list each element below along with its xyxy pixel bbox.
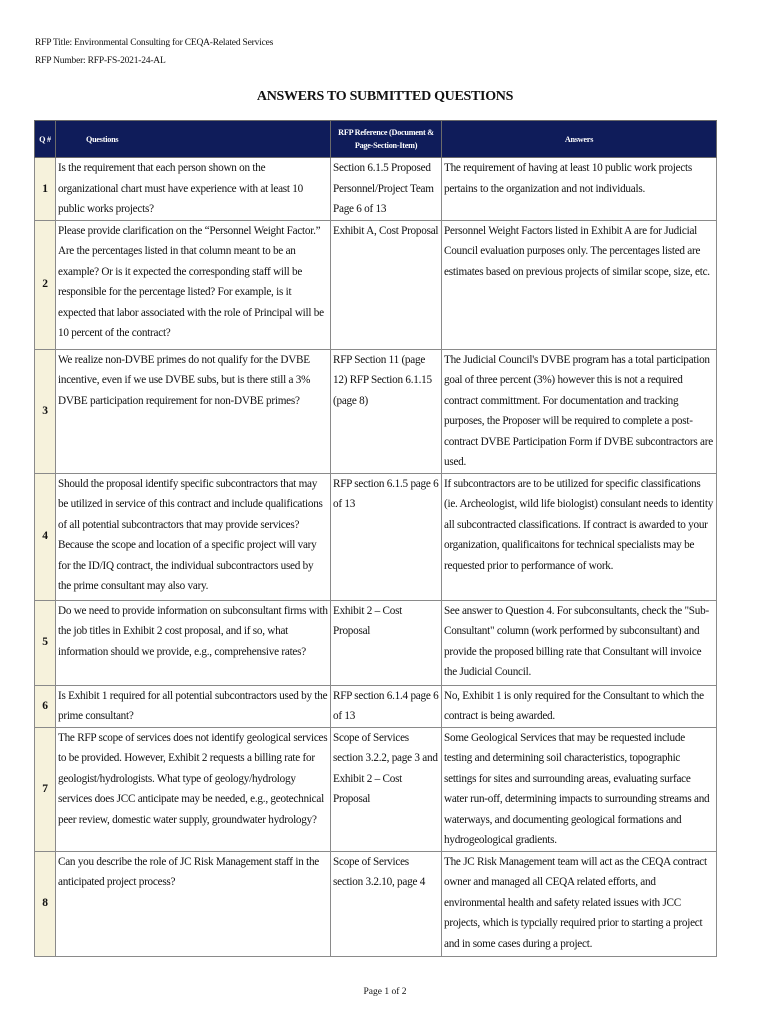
question-text: The RFP scope of services does not identify geological services to be provided. However, Exhibit 2 requests a billing rate for geologist/hydrologists. What type of geology/hydrology services does JCC anticipate may be needed, e.g., geotechnical peer review, domestic water supply, groundwater hydrology? bbox=[56, 727, 331, 851]
question-text: Can you describe the role of JC Risk Management staff in the anticipated project process? bbox=[56, 851, 331, 956]
answer-text: The Judicial Council's DVBE program has a total participation goal of three percent (3%) however this is not a required contract committment. For documentation and tracking purposes, the Proposer will be required to complete a post-contract DVBE Participation Form if DVBE subcontractors are used. bbox=[442, 349, 717, 473]
rfp-title: RFP Title: Environmental Consulting for CEQA-Related Services bbox=[35, 38, 274, 48]
answer-text: Personnel Weight Factors listed in Exhibit A are for Judicial Council evaluation purposes only. The percentages listed are estimates based on previous projects of similar scope, size, etc. bbox=[442, 220, 717, 349]
table-row bbox=[35, 220, 717, 349]
question-text: Is Exhibit 1 required for all potential subcontractors used by the prime consultant? bbox=[56, 685, 331, 727]
question-number: 3 bbox=[35, 349, 56, 473]
reference-text: Scope of Services section 3.2.10, page 4 bbox=[331, 851, 442, 956]
question-text: We realize non-DVBE primes do not qualify for the DVBE incentive, even if we use DVBE subs, but is there still a 3% DVBE participation requirement for non-DVBE primes? bbox=[56, 349, 331, 473]
column-header-number: Q # bbox=[35, 121, 56, 158]
reference-text: RFP Section 11 (page 12) RFP Section 6.1.15 (page 8) bbox=[331, 349, 442, 473]
table-row bbox=[35, 851, 717, 956]
rfp-number: RFP Number: RFP-FS-2021-24-AL bbox=[35, 56, 166, 66]
question-number: 6 bbox=[35, 685, 56, 727]
table-header-row bbox=[35, 121, 717, 158]
question-number: 2 bbox=[35, 220, 56, 349]
column-header-reference: RFP Reference (Document & Page-Section-Item) bbox=[331, 121, 442, 158]
table-row bbox=[35, 349, 717, 473]
page-number: Page 1 of 2 bbox=[363, 987, 407, 997]
question-number: 5 bbox=[35, 600, 56, 685]
table-row bbox=[35, 600, 717, 685]
reference-text: Exhibit A, Cost Proposal bbox=[331, 220, 442, 349]
page-title: ANSWERS TO SUBMITTED QUESTIONS bbox=[256, 89, 514, 104]
answer-text: Some Geological Services that may be requested include testing and determining soil characteristics, topographic settings for sites and surrounding areas, evaluating surface water run-off, determining impacts to surrounding streams and waterways, and documenting geological formations and hydrogeological gradients. bbox=[442, 727, 717, 851]
table-row bbox=[35, 727, 717, 851]
answer-text: No, Exhibit 1 is only required for the Consultant to which the contract is being awarded. bbox=[442, 685, 717, 727]
column-header-answers: Answers bbox=[442, 121, 717, 158]
reference-text: Scope of Services section 3.2.2, page 3 and Exhibit 2 – Cost Proposal bbox=[331, 727, 442, 851]
question-number: 4 bbox=[35, 473, 56, 600]
reference-text: RFP section 6.1.5 page 6 of 13 bbox=[331, 473, 442, 600]
question-number: 7 bbox=[35, 727, 56, 851]
table-row bbox=[35, 685, 717, 727]
answer-text: The requirement of having at least 10 public work projects pertains to the organization and not individuals. bbox=[442, 158, 717, 221]
question-number: 1 bbox=[35, 158, 56, 221]
answer-text: The JC Risk Management team will act as the CEQA contract owner and managed all CEQA related efforts, and environmental health and safety related issues with JCC projects, which is typcially required prior to starting a project and in some cases during a project. bbox=[442, 851, 717, 956]
reference-text: Exhibit 2 – Cost Proposal bbox=[331, 600, 442, 685]
table-row bbox=[35, 473, 717, 600]
reference-text: Section 6.1.5 Proposed Personnel/Project Team Page 6 of 13 bbox=[331, 158, 442, 221]
column-header-questions: Questions bbox=[56, 121, 331, 158]
reference-text: RFP section 6.1.4 page 6 of 13 bbox=[331, 685, 442, 727]
question-text: Do we need to provide information on subconsultant firms with the job titles in Exhibit 2 cost proposal, and if so, what information should we provide, e.g., comprehensive rates? bbox=[56, 600, 331, 685]
question-text: Should the proposal identify specific subcontractors that may be utilized in service of this contract and include qualifications of all potential subcontractors that may provide services? Because the scope and location of a specific project will vary for the ID/IQ contract, the individual subcontractors used by the prime consultant may also vary. bbox=[56, 473, 331, 600]
questions-table bbox=[34, 120, 717, 957]
answer-text: See answer to Question 4. For subconsultants, check the "Sub-Consultant" column (work performed by subconsultant) and provide the proposed billing rate that Consultant will invoice the Judicial Council. bbox=[442, 600, 717, 685]
question-number: 8 bbox=[35, 851, 56, 956]
table-row bbox=[35, 158, 717, 221]
question-text: Please provide clarification on the “Personnel Weight Factor.” Are the percentages listed in that column meant to be an example? Or is it expected the corresponding staff will be responsible for the percentage listed? For example, is it expected that labor associated with the role of Principal will be 10 percent of the contract? bbox=[56, 220, 331, 349]
question-text: Is the requirement that each person shown on the organizational chart must have experience with at least 10 public works projects? bbox=[56, 158, 331, 221]
answer-text: If subcontractors are to be utilized for specific classifications (ie. Archeologist, wild life biologist) consulant needs to identity all subcontracted classifications. If contract is awarded to your organization, qualificaitons for technical specialists may be requested prior to performance of work. bbox=[442, 473, 717, 600]
